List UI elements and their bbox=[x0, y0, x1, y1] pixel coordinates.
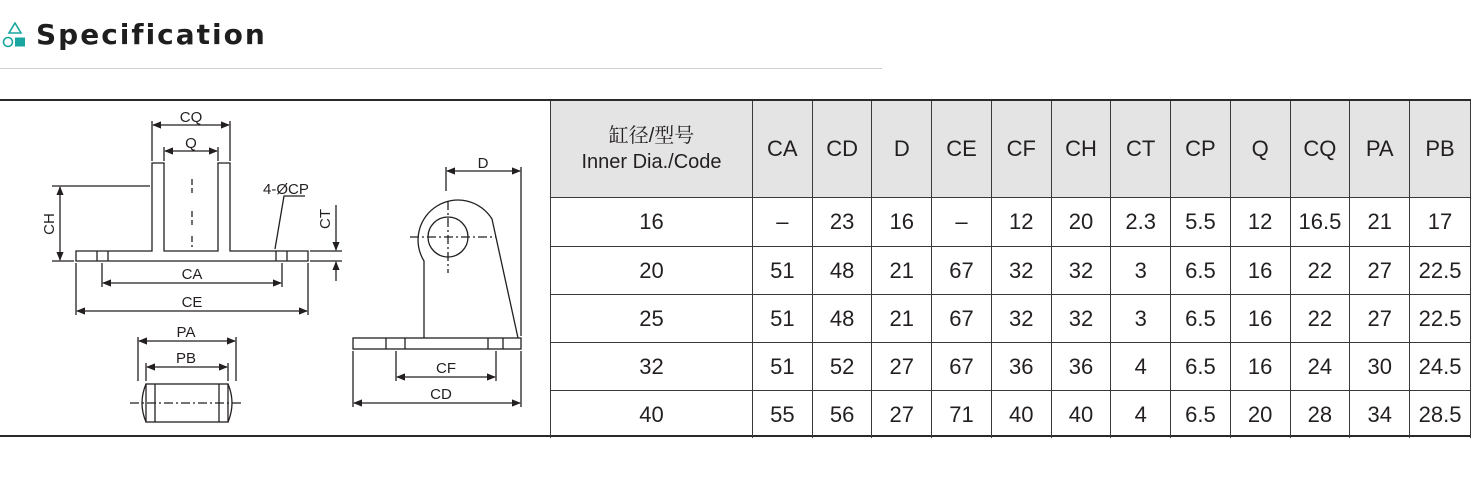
row-code-cell: 32 bbox=[551, 343, 753, 391]
table-cell: 27 bbox=[1350, 247, 1410, 295]
table-cell: 22 bbox=[1290, 247, 1350, 295]
dim-label-ce: CE bbox=[181, 294, 203, 311]
table-cell: 67 bbox=[932, 295, 992, 343]
table-cell: 6.5 bbox=[1171, 343, 1231, 391]
header-divider bbox=[0, 68, 882, 69]
column-header: CD bbox=[812, 101, 872, 198]
dim-label-d: D bbox=[477, 155, 489, 172]
table-cell: 30 bbox=[1350, 343, 1410, 391]
table-cell: 32 bbox=[1051, 295, 1111, 343]
table-cell: 28 bbox=[1290, 391, 1350, 439]
table-cell: 67 bbox=[932, 343, 992, 391]
table-cell: – bbox=[932, 198, 992, 247]
table-cell: 6.5 bbox=[1171, 295, 1231, 343]
table-cell: 36 bbox=[991, 343, 1051, 391]
row-code-cell: 16 bbox=[551, 198, 753, 247]
table-cell: 51 bbox=[752, 247, 812, 295]
column-header: PB bbox=[1410, 101, 1471, 198]
dim-label-pb: PB bbox=[175, 350, 197, 367]
table-cell: 20 bbox=[1051, 198, 1111, 247]
table-cell: 21 bbox=[1350, 198, 1410, 247]
table-cell: 51 bbox=[752, 343, 812, 391]
table-row bbox=[551, 343, 1471, 391]
table-cell: 24.5 bbox=[1410, 343, 1471, 391]
column-header: CT bbox=[1111, 101, 1171, 198]
column-header: Q bbox=[1230, 101, 1290, 198]
header-code-cn: 缸径/型号 bbox=[608, 125, 695, 147]
row-code-cell: 40 bbox=[551, 391, 753, 439]
table-cell: 4 bbox=[1111, 391, 1171, 439]
table-cell: 51 bbox=[752, 295, 812, 343]
table-cell: 22.5 bbox=[1410, 295, 1471, 343]
dim-label-cf: CF bbox=[436, 360, 456, 377]
dim-label-cd: CD bbox=[430, 386, 452, 403]
column-header: CQ bbox=[1290, 101, 1350, 198]
table-cell: 27 bbox=[872, 343, 932, 391]
table-cell: 32 bbox=[1051, 247, 1111, 295]
dim-label-pa: PA bbox=[176, 324, 196, 341]
table-cell: 32 bbox=[991, 247, 1051, 295]
table-cell: 4 bbox=[1111, 343, 1171, 391]
spec-table bbox=[550, 101, 1471, 438]
dim-label-q: Q bbox=[185, 135, 197, 152]
table-cell: 6.5 bbox=[1171, 247, 1231, 295]
section-title: Specification bbox=[36, 18, 267, 51]
table-cell: 48 bbox=[812, 247, 872, 295]
table-cell: 36 bbox=[1051, 343, 1111, 391]
table-cell: 22.5 bbox=[1410, 247, 1471, 295]
spec-frame bbox=[0, 99, 1471, 437]
table-cell: 27 bbox=[872, 391, 932, 439]
table-cell: 16 bbox=[1230, 295, 1290, 343]
dim-label-ca: CA bbox=[181, 266, 203, 283]
table-cell: 5.5 bbox=[1171, 198, 1231, 247]
table-cell: 52 bbox=[812, 343, 872, 391]
table-cell: 28.5 bbox=[1410, 391, 1471, 439]
row-code-cell: 25 bbox=[551, 295, 753, 343]
dim-label-ch: CH bbox=[41, 213, 58, 235]
table-cell: 3 bbox=[1111, 295, 1171, 343]
column-header: PA bbox=[1350, 101, 1410, 198]
column-header: CE bbox=[932, 101, 992, 198]
shapes-logo-icon bbox=[2, 22, 28, 50]
table-cell: 12 bbox=[991, 198, 1051, 247]
section-header bbox=[0, 14, 885, 58]
dim-label-cq: CQ bbox=[179, 109, 203, 126]
table-cell: 55 bbox=[752, 391, 812, 439]
table-cell: 27 bbox=[1350, 295, 1410, 343]
table-cell: 21 bbox=[872, 247, 932, 295]
table-cell: 20 bbox=[1230, 391, 1290, 439]
column-header: CF bbox=[991, 101, 1051, 198]
table-cell: 2.3 bbox=[1111, 198, 1171, 247]
table-cell: 16 bbox=[872, 198, 932, 247]
front-view bbox=[52, 121, 342, 315]
dim-label-ct: CT bbox=[317, 209, 334, 229]
table-cell: 24 bbox=[1290, 343, 1350, 391]
table-cell: 17 bbox=[1410, 198, 1471, 247]
table-cell: 71 bbox=[932, 391, 992, 439]
table-cell: 34 bbox=[1350, 391, 1410, 439]
table-cell: 56 bbox=[812, 391, 872, 439]
table-row bbox=[551, 391, 1471, 439]
table-cell: 48 bbox=[812, 295, 872, 343]
table-cell: 22 bbox=[1290, 295, 1350, 343]
table-row bbox=[551, 198, 1471, 247]
table-cell: 21 bbox=[872, 295, 932, 343]
table-cell: 40 bbox=[991, 391, 1051, 439]
table-cell: 16 bbox=[1230, 247, 1290, 295]
table-header-row bbox=[551, 101, 1471, 198]
table-cell: 12 bbox=[1230, 198, 1290, 247]
header-code-cell bbox=[551, 101, 753, 198]
table-cell: 67 bbox=[932, 247, 992, 295]
header-code-en: Inner Dia./Code bbox=[581, 151, 722, 173]
table-cell: 23 bbox=[812, 198, 872, 247]
column-header: CA bbox=[752, 101, 812, 198]
table-cell: 32 bbox=[991, 295, 1051, 343]
table-row bbox=[551, 295, 1471, 343]
column-header: CH bbox=[1051, 101, 1111, 198]
table-cell: 16.5 bbox=[1290, 198, 1350, 247]
table-cell: 16 bbox=[1230, 343, 1290, 391]
technical-drawing bbox=[0, 101, 550, 435]
bracket-drawing-svg bbox=[0, 101, 550, 435]
table-row bbox=[551, 247, 1471, 295]
row-code-cell: 20 bbox=[551, 247, 753, 295]
dim-label-hole: 4-ØCP bbox=[263, 181, 309, 198]
column-header: D bbox=[872, 101, 932, 198]
table-cell: 3 bbox=[1111, 247, 1171, 295]
table-cell: 6.5 bbox=[1171, 391, 1231, 439]
table-cell: 40 bbox=[1051, 391, 1111, 439]
column-header: CP bbox=[1171, 101, 1231, 198]
table-cell: – bbox=[752, 198, 812, 247]
